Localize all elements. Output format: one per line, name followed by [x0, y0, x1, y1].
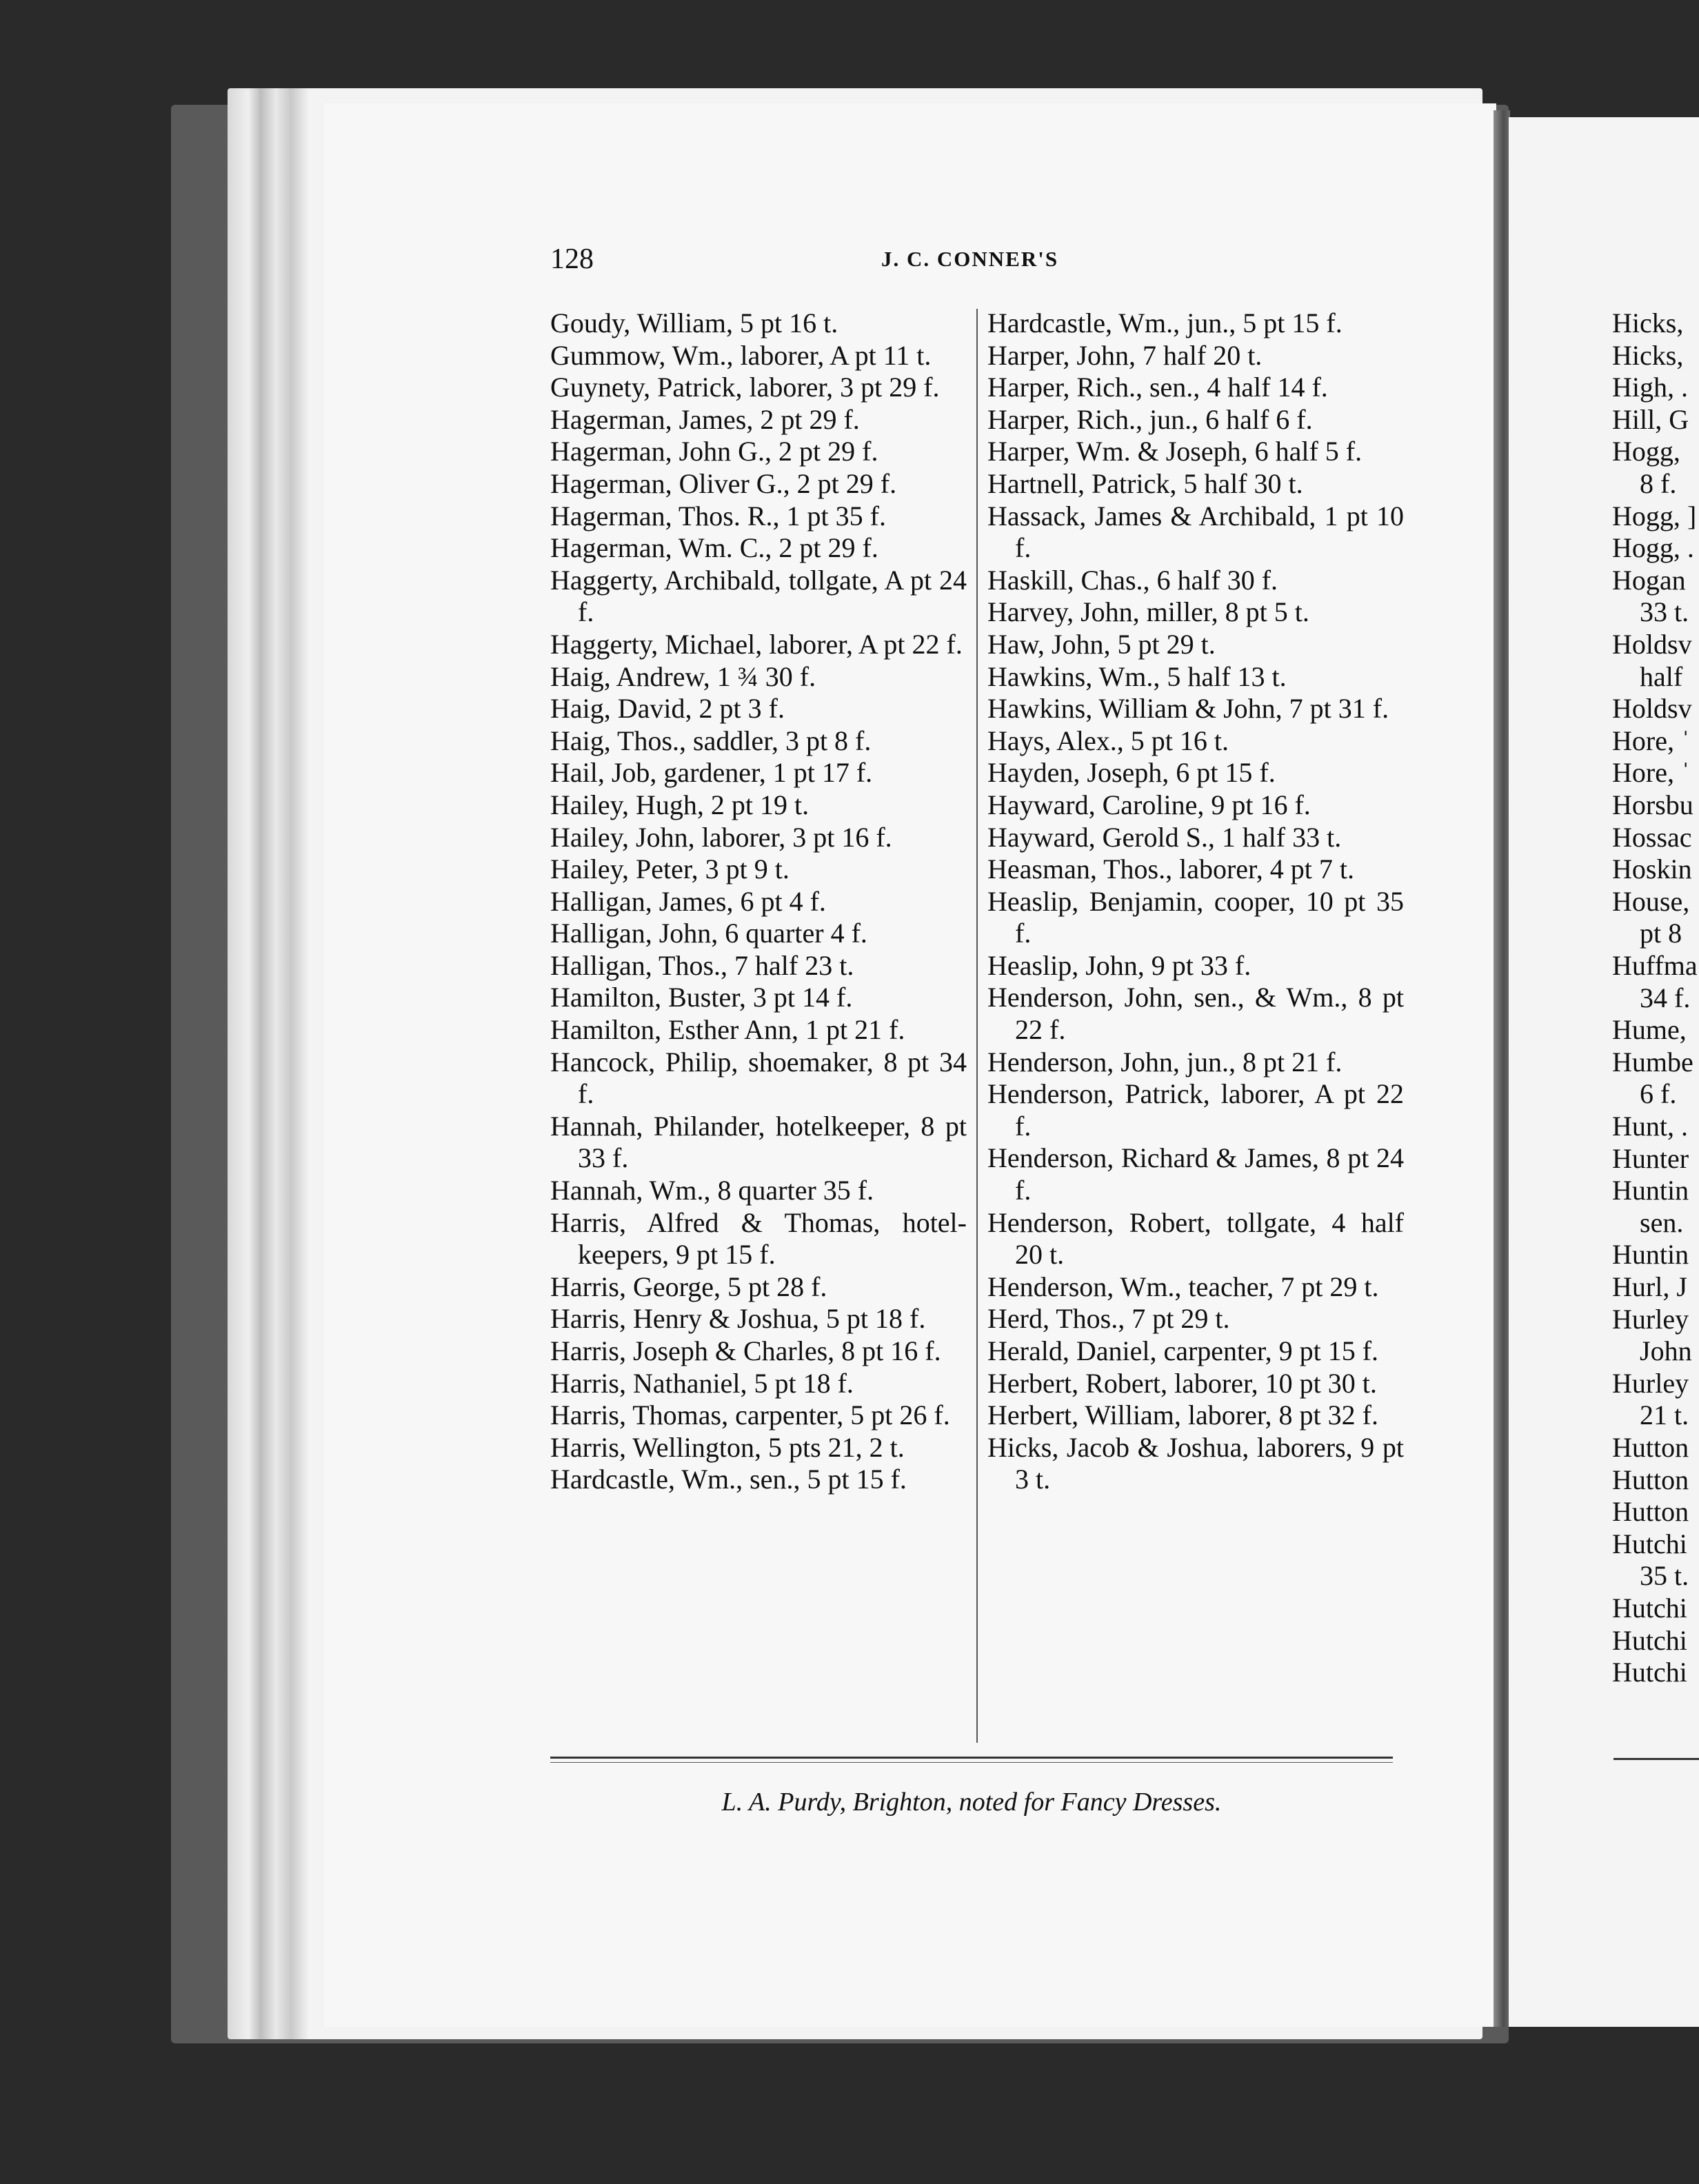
directory-column-right [987, 307, 1404, 1496]
directory-entry: Hannah, Wm., 8 quarter 35 f. [550, 1175, 874, 1206]
facing-page-fragment: Humbe [1612, 1046, 1693, 1078]
facing-page-fragment: Hurl, J [1612, 1271, 1687, 1302]
facing-page-fragment: Hossac [1612, 821, 1692, 853]
directory-entry: Harvey, John, miller, 8 pt 5 t. [987, 596, 1309, 628]
directory-entry: Hailey, Peter, 3 pt 9 t. [550, 853, 790, 885]
directory-entry: Hawkins, William & John, 7 pt 31 f. [987, 693, 1389, 725]
directory-entry: Herbert, Robert, laborer, 10 pt 30 t. [987, 1367, 1377, 1399]
facing-page-fragment: Hogg, . [1612, 532, 1694, 564]
directory-entry: Harper, John, 7 half 20 t. [987, 339, 1263, 371]
directory-entry: Hagerman, Thos. R., 1 pt 35 f. [550, 500, 886, 532]
facing-page-fragment: Huntin [1612, 1175, 1689, 1206]
directory-entry: Harris, Henry & Joshua, 5 pt 18 f. [550, 1303, 926, 1335]
directory-entry: Hagerman, Wm. C., 2 pt 29 f. [550, 532, 878, 564]
directory-entry: Halligan, James, 6 pt 4 f. [550, 885, 826, 917]
directory-entry: Harper, Rich., jun., 6 half 6 f. [987, 403, 1313, 435]
directory-entry: Haskill, Chas., 6 half 30 f. [987, 564, 1278, 596]
directory-entry: Heasman, Thos., laborer, 4 pt 7 t. [987, 853, 1354, 885]
directory-entry: Hagerman, Oliver G., 2 pt 29 f. [550, 467, 897, 499]
directory-entry: Hardcastle, Wm., sen., 5 pt 15 f. [550, 1464, 907, 1495]
facing-page-fragment: Hogg, [1612, 436, 1680, 467]
facing-page-fragment: Hogan [1612, 564, 1686, 596]
facing-page-fragment: half [1640, 660, 1683, 692]
facing-page-fragment: John [1640, 1335, 1692, 1367]
directory-entry: Herbert, William, laborer, 8 pt 32 f. [987, 1399, 1378, 1431]
directory-entry: Harris, Nathaniel, 5 pt 18 f. [550, 1367, 854, 1399]
directory-entry: Hassack, James & Archibald, 1 pt 10 f. [987, 500, 1404, 564]
footer-rule [550, 1757, 1393, 1759]
page-header [550, 243, 1393, 277]
facing-page-fragment: Hutton [1612, 1432, 1689, 1463]
advertisement-footer: L. A. Purdy, Brighton, noted for Fancy Dresses. [721, 1788, 1222, 1817]
facing-page-fragment: Huntin [1612, 1239, 1689, 1271]
facing-page-fragment: Hicks, [1612, 307, 1684, 338]
directory-entry: Hays, Alex., 5 pt 16 t. [987, 725, 1229, 756]
facing-page-fragment: Hutchi [1612, 1657, 1687, 1688]
directory-entry: Harper, Rich., sen., 4 half 14 f. [987, 372, 1328, 403]
directory-entry: Gummow, Wm., laborer, A pt 11 t. [550, 339, 932, 371]
directory-entry: Haggerty, Michael, laborer, A pt 22 f. [550, 628, 963, 660]
directory-entry: Hayward, Gerold S., 1 half 33 t. [987, 821, 1342, 853]
directory-entry: Hayden, Joseph, 6 pt 15 f. [987, 757, 1276, 789]
directory-entry: Haig, David, 2 pt 3 f. [550, 693, 785, 725]
directory-entry: Hail, Job, gardener, 1 pt 17 f. [550, 757, 873, 789]
directory-entry: Hartnell, Patrick, 5 half 30 t. [987, 467, 1303, 499]
directory-entry: Herald, Daniel, carpenter, 9 pt 15 f. [987, 1335, 1379, 1366]
facing-page-fragment: 33 t. [1640, 596, 1689, 628]
directory-entry: Harris, Thomas, carpenter, 5 pt 26 f. [550, 1399, 950, 1431]
directory-entry: Haig, Andrew, 1 ¾ 30 f. [550, 660, 816, 692]
facing-page-fragment: Hunt, . [1612, 1111, 1688, 1142]
directory-entry: Haw, John, 5 pt 29 t. [987, 628, 1216, 660]
directory-entry: Henderson, Wm., teacher, 7 pt 29 t. [987, 1271, 1379, 1302]
facing-page-fragment: Hutchi [1612, 1624, 1687, 1656]
facing-page-fragment: 8 f. [1640, 468, 1677, 499]
directory-entry: Halligan, Thos., 7 half 23 t. [550, 949, 854, 981]
directory-entry: Henderson, John, sen., & Wm., 8 pt 22 f. [987, 982, 1404, 1046]
facing-page-fragment: Hutton [1612, 1464, 1689, 1495]
facing-page-fragment: Hore, ˈ [1612, 757, 1691, 789]
directory-entry: Hamilton, Buster, 3 pt 14 f. [550, 982, 853, 1013]
directory-entry: Herd, Thos., 7 pt 29 t. [987, 1303, 1230, 1335]
directory-entry: Hailey, John, laborer, 3 pt 16 f. [550, 821, 892, 853]
book-gutter [1494, 110, 1510, 2027]
facing-page-fragment: 34 f. [1640, 982, 1691, 1013]
directory-entry: Hicks, Jacob & Joshua, laborers, 9 pt 3 t. [987, 1431, 1404, 1495]
facing-page-fragment: Hunter [1612, 1142, 1689, 1174]
facing-page-fragment: Huffma [1612, 950, 1698, 981]
facing-page-fragment: Hume, [1612, 1014, 1687, 1046]
facing-page-fragment: Hogg, ] [1612, 500, 1697, 532]
directory-entry: Harris, Alfred & Thomas, hotel-keepers, 9 pt 15 f. [550, 1206, 967, 1271]
facing-page-fragment: 21 t. [1640, 1399, 1689, 1431]
facing-page-fragment: Holdsv [1612, 693, 1692, 725]
directory-entry: Haig, Thos., saddler, 3 pt 8 f. [550, 725, 872, 756]
directory-entry: Hailey, Hugh, 2 pt 19 t. [550, 789, 810, 820]
directory-entry: Heaslip, Benjamin, cooper, 10 pt 35 f. [987, 885, 1404, 949]
facing-page-fragment: Hutton [1612, 1496, 1689, 1528]
directory-entry: Henderson, Richard & James, 8 pt 24 f. [987, 1142, 1404, 1206]
facing-page-fragment: Hutchi [1612, 1593, 1687, 1624]
facing-page-fragment: pt 8 [1640, 918, 1682, 949]
directory-entry: Goudy, William, 5 pt 16 t. [550, 307, 838, 338]
facing-page-fragment: High, . [1612, 372, 1688, 403]
directory-entry: Hardcastle, Wm., jun., 5 pt 15 f. [987, 307, 1343, 338]
directory-entry: Hawkins, Wm., 5 half 13 t. [987, 660, 1287, 692]
directory-entry: Henderson, Robert, tollgate, 4 half 20 t. [987, 1206, 1404, 1271]
running-head: J. C. CONNER'S [881, 247, 1059, 271]
footer-rule-thin [550, 1762, 1393, 1763]
directory-entry: Harris, Wellington, 5 pts 21, 2 t. [550, 1431, 905, 1463]
facing-page-fragment: Hurley [1612, 1303, 1689, 1335]
facing-page-fragment: Hoskin [1612, 853, 1692, 885]
facing-page-fragment: Hill, G [1612, 403, 1689, 435]
directory-entry: Harris, George, 5 pt 28 f. [550, 1271, 827, 1302]
facing-page-fragment: Hicks, [1612, 339, 1684, 371]
directory-entry: Henderson, Patrick, laborer, A pt 22 f. [987, 1078, 1404, 1142]
directory-entry: Hancock, Philip, shoemaker, 8 pt 34 f. [550, 1046, 967, 1110]
page-number: 128 [550, 243, 594, 275]
facing-page-fragment: Hutchi [1612, 1528, 1687, 1559]
directory-entry: Hagerman, James, 2 pt 29 f. [550, 403, 860, 435]
directory-entry: Heaslip, John, 9 pt 33 f. [987, 949, 1251, 981]
facing-page-fragment: Horsbu [1612, 789, 1693, 820]
directory-entry: Henderson, John, jun., 8 pt 21 f. [987, 1046, 1343, 1078]
directory-entry: Haggerty, Archibald, tollgate, A pt 24 f. [550, 564, 967, 628]
directory-entry: Hamilton, Esther Ann, 1 pt 21 f. [550, 1014, 905, 1046]
directory-entry: Harper, Wm. & Joseph, 6 half 5 f. [987, 436, 1363, 467]
facing-footer-rule [1613, 1758, 1699, 1760]
facing-page-fragment: Hore, ˈ [1612, 725, 1691, 756]
facing-page-fragment: House, [1612, 885, 1690, 917]
facing-page-fragment: 6 f. [1640, 1078, 1677, 1110]
directory-column-left [550, 307, 967, 1496]
facing-page-fragment: Hurley [1612, 1367, 1689, 1399]
facing-page-fragment: Holdsv [1612, 629, 1692, 660]
directory-entry: Halligan, John, 6 quarter 4 f. [550, 918, 867, 949]
column-divider [976, 309, 978, 1743]
directory-entry: Hagerman, John G., 2 pt 29 f. [550, 436, 878, 467]
directory-entry: Harris, Joseph & Charles, 8 pt 16 f. [550, 1335, 941, 1366]
directory-entry: Hayward, Caroline, 9 pt 16 f. [987, 789, 1311, 820]
facing-page-fragment: 35 t. [1640, 1560, 1689, 1592]
directory-entry: Guynety, Patrick, laborer, 3 pt 29 f. [550, 372, 940, 403]
directory-entry: Hannah, Philander, hotelkeeper, 8 pt 33 f. [550, 1110, 967, 1174]
facing-page-fragment: sen. [1640, 1206, 1684, 1238]
